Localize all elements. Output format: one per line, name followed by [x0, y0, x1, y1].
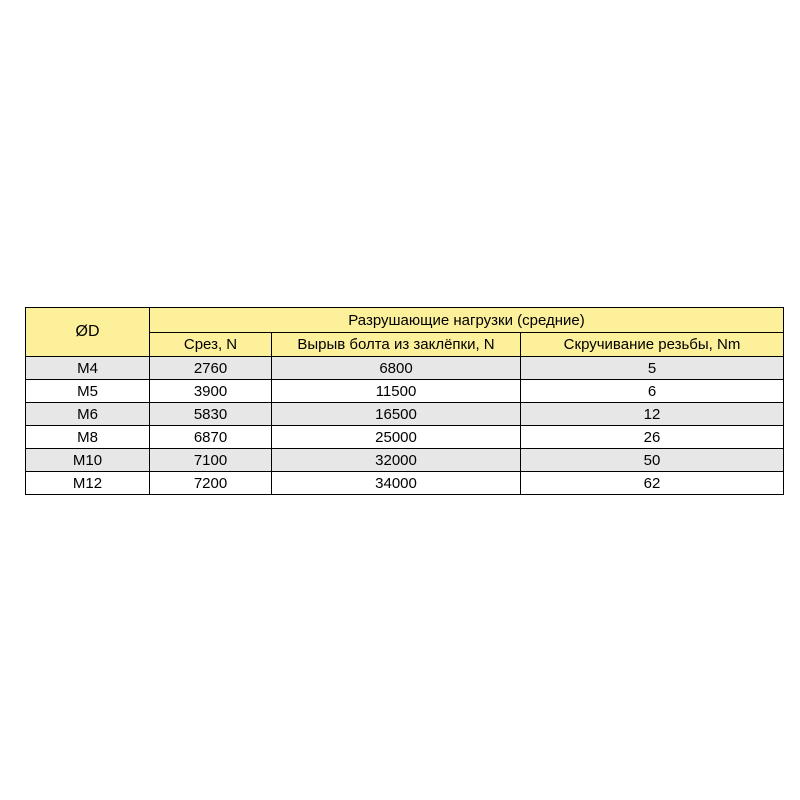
thread-torque-cell: 6 [521, 380, 784, 403]
thread-torque-cell: 26 [521, 426, 784, 449]
pull-out-cell: 11500 [272, 380, 521, 403]
pull-out-column-header: Вырыв болта из заклёпки, N [272, 333, 521, 357]
diameter-cell: M6 [26, 403, 150, 426]
table-row [26, 380, 784, 403]
table-row [26, 449, 784, 472]
pull-out-cell: 6800 [272, 357, 521, 380]
shear-column-header: Срез, N [150, 333, 272, 357]
thread-torque-cell: 62 [521, 472, 784, 495]
table-body [26, 357, 784, 495]
diameter-cell: M10 [26, 449, 150, 472]
shear-cell: 3900 [150, 380, 272, 403]
pull-out-cell: 25000 [272, 426, 521, 449]
table-header [26, 308, 784, 357]
table-row [26, 357, 784, 380]
diameter-cell: M4 [26, 357, 150, 380]
shear-cell: 7200 [150, 472, 272, 495]
shear-cell: 2760 [150, 357, 272, 380]
pull-out-cell: 16500 [272, 403, 521, 426]
diameter-cell: M8 [26, 426, 150, 449]
diameter-cell: M12 [26, 472, 150, 495]
thread-torque-cell: 50 [521, 449, 784, 472]
breaking-loads-group-header: Разрушающие нагрузки (средние) [150, 308, 784, 333]
diameter-header: ØD [26, 308, 150, 357]
pull-out-cell: 32000 [272, 449, 521, 472]
table-row [26, 472, 784, 495]
shear-cell: 7100 [150, 449, 272, 472]
pull-out-cell: 34000 [272, 472, 521, 495]
thread-torque-column-header: Скручивание резьбы, Nm [521, 333, 784, 357]
shear-cell: 6870 [150, 426, 272, 449]
breaking-load-table [25, 307, 784, 495]
table-row [26, 426, 784, 449]
shear-cell: 5830 [150, 403, 272, 426]
table-header-row [26, 308, 784, 333]
thread-torque-cell: 12 [521, 403, 784, 426]
diameter-cell: M5 [26, 380, 150, 403]
table-row [26, 403, 784, 426]
thread-torque-cell: 5 [521, 357, 784, 380]
